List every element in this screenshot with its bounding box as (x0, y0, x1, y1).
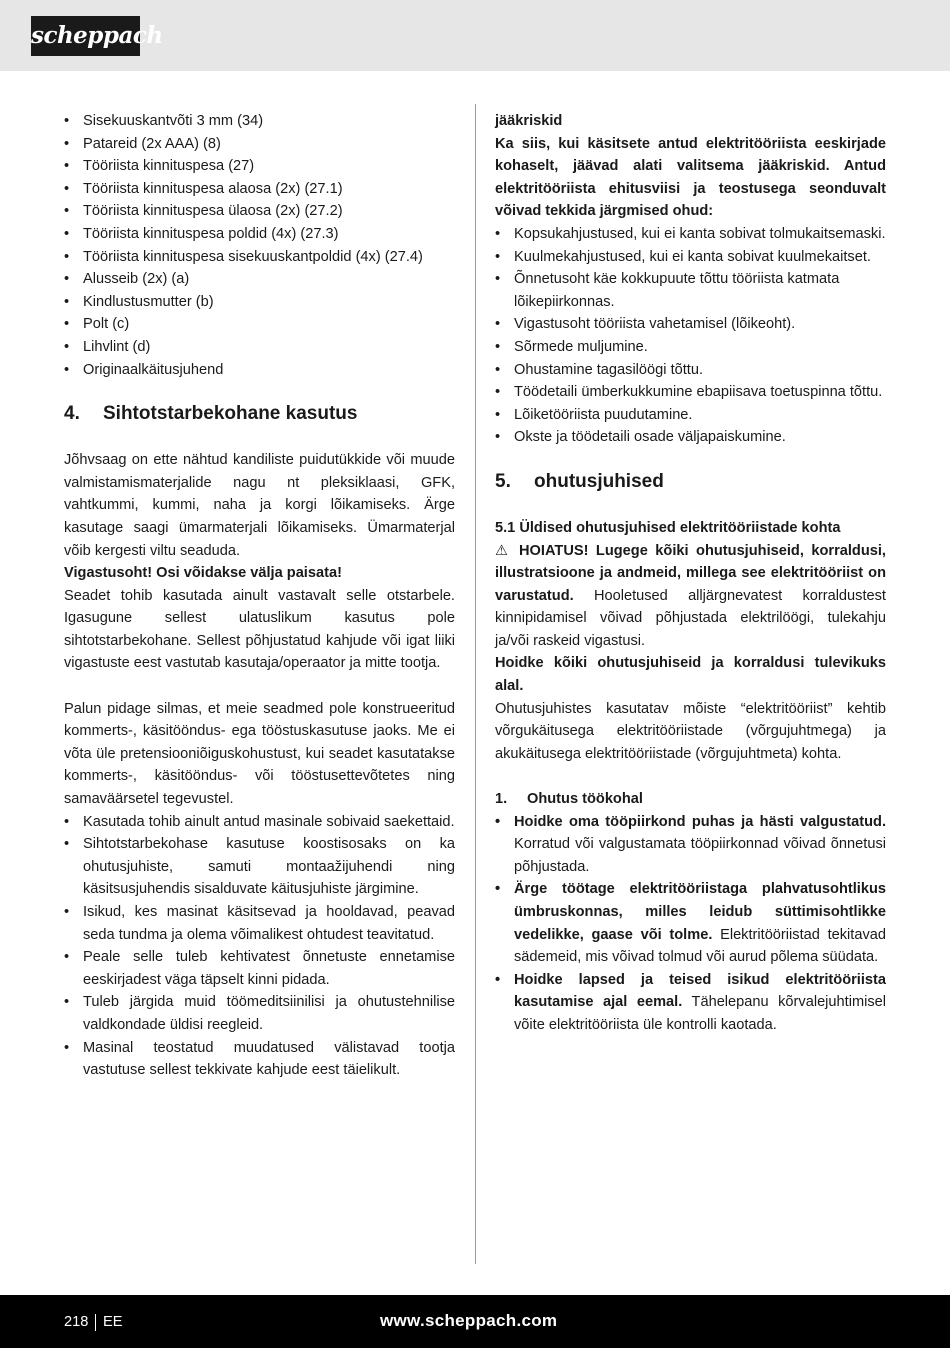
list-item: • Lihvlint (d) (64, 336, 455, 359)
list-item: • Alusseib (2x) (a) (64, 268, 455, 291)
list-item: • Tööriista kinnituspesa ülaosa (2x) (27.2) (64, 200, 455, 223)
page-header (0, 0, 950, 71)
list-item: • Tööriista kinnituspesa (27) (64, 155, 455, 178)
item-text: Elektritööriistad tekitavad sädemeid, mis võivad tolmud või aurud põlema süüdata. (514, 926, 886, 966)
list-item (495, 969, 886, 1037)
section-number: 4. (64, 403, 80, 425)
residual-risks-intro: Ka siis, kui käsitsete antud elektritööriista eeskirjade kohaselt, jäävad alati valitsema jääkriskid. Antud elektritööriista ehitusviisi ja teostusega seonduvalt võivad tekkida järgmised ohud: (495, 135, 886, 220)
section-4-heading (64, 401, 455, 427)
list-item: • Originaalkäitusjuhend (64, 359, 455, 382)
footer-separator (95, 1314, 96, 1331)
item-bold-text: Ärge töötage elektritööriistaga plahvatusohtlikus ümbruskonnas, milles leidub süttimisohtlikke vedelikke, gaase või tolme. (514, 881, 886, 943)
list-item: • Patareid (2x AAA) (8) (64, 133, 455, 156)
item-text: Korratud või valgustamata tööpiirkonnad võivad õnnetusi põhjustada. (514, 836, 886, 875)
warning-triangle-icon: ⚠ (495, 542, 512, 559)
list-item: • Sõrmede muljumine. (495, 336, 886, 359)
section-title: Sihtotstarbekohane kasutus (103, 403, 358, 425)
warning-text: Hooletused alljärgnevatest korraldustest kinnipidamisel võivad põhjustada elektrilöögi, tulekahju ja/või raskeid vigastusi. (495, 587, 886, 649)
list-item: • Tuleb järgida muid töömeditsiinilisi ja ohutustehnilise valdkondade üldisi reegleid. (64, 991, 455, 1036)
list-item: • Töödetaili ümberkukkumine ebapiisava toetuspinna tõttu. (495, 381, 886, 404)
keep-instructions-text: Hoidke kõiki ohutusjuhiseid ja korraldusi tulevikuks alal. (495, 655, 886, 695)
term-definition-paragraph: Ohutusjuhistes kasutatav mõiste “elektritööriist” kehtib võrgukäitusega elektritööriistade (võrgujuhtmega) ja akukäitusega elektritööriistade (võrgujuhtmeta) kohta. (495, 700, 886, 762)
list-item: • Kopsukahjustused, kui ei kanta sobivat tolmukaitsemaski. (495, 223, 886, 246)
language-code: EE (103, 1314, 123, 1330)
list-item: • Kindlustusmutter (b) (64, 291, 455, 314)
list-item: • Isikud, kes masinat käsitsevad ja hooldavad, peavad seda tundma ja olema võimalikest ohtudest teavitatud. (64, 901, 455, 946)
list-item: • Masinal teostatud muudatused välistavad tootja vastutuse sellest tekkivate kahjude eest täielikult. (64, 1037, 455, 1082)
warning-bold-text: HOIATUS! Lugege kõiki ohutusjuhiseid, korraldusi, illustratsioone ja andmeid, millega see elektritööriist on varustatud. (495, 542, 886, 604)
item-bold-text: Hoidke oma tööpiirkond puhas ja hästi valgustatud. (514, 813, 886, 830)
intended-use-list (64, 811, 455, 1082)
item-bold-text: Hoidke lapsed ja teised isikud elektritööriista kasutamise ajal eemal. (514, 971, 886, 1011)
section-title: ohutusjuhised (534, 470, 664, 492)
scheppach-logo: scheppach (31, 16, 140, 56)
subsection-1-heading (495, 788, 886, 811)
left-column (64, 110, 455, 1082)
list-item: • Sihtotstarbekohase kasutuse koostisosaks on ka ohutusjuhiste, samuti montaažijuhendi ning käsitsusjuhendis sisalduvate käitusjuhiste järgimine. (64, 833, 455, 901)
list-item: • Peale selle tuleb kehtivatest õnnetuste ennetamise eeskirjadest väga täpselt kinni pidada. (64, 946, 455, 991)
list-item: • Ohustamine tagasilöögi tõttu. (495, 359, 886, 382)
list-item: • Vigastusoht tööriista vahetamisel (lõikeoht). (495, 313, 886, 336)
list-item: • Okste ja töödetaili osade väljapaiskumine. (495, 426, 886, 449)
page-footer (0, 1295, 950, 1348)
usage-paragraph: Seadet tohib kasutada ainult vastavalt selle otstarbele. Igasugune sellest ulatuslikum kasutus pole sihtotstarbekohane. Sellest põhjustatud kahjude või igat liiki vigastuste eest vastutab kasutaja/operaator ja mitte tootja. (64, 587, 455, 672)
residual-risks-heading: jääkriskid (495, 113, 563, 129)
workplace-safety-list (495, 811, 886, 1037)
list-item: • Tööriista kinnituspesa alaosa (2x) (27.1) (64, 178, 455, 201)
list-item: • Kasutada tohib ainult antud masinale sobivaid saekettaid. (64, 811, 455, 834)
subsection-title: Ohutus töökohal (527, 791, 643, 808)
list-item (495, 811, 886, 879)
section-number: 5. (495, 470, 511, 492)
right-column (495, 110, 886, 1037)
list-item: • Tööriista kinnituspesa poldid (4x) (27.3) (64, 223, 455, 246)
subsection-number: 1. (495, 791, 508, 808)
commercial-use-paragraph: Palun pidage silmas, et meie seadmed pole konstrueeritud kommerts-, käsitööndus- ega tööstuskasutuse jaoks. Me ei võta üle pretensiooniõiguskohustust, kui seadet kasutatakse kommerts-, käsitööndus- või tööstusettevõtetes ning samaväärsetel tegevustel. (64, 700, 455, 808)
item-text: Tähelepanu kõrvalejuhtimisel võite elektritööriista üle kontrolli kaotada. (514, 994, 887, 1033)
column-divider (475, 104, 476, 1264)
list-item: • Polt (c) (64, 313, 455, 336)
residual-risks-list (495, 223, 886, 449)
list-item: • Sisekuuskantvõti 3 mm (34) (64, 110, 455, 133)
list-item: • Lõiketööriista puudutamine. (495, 404, 886, 427)
section-5-heading (495, 469, 886, 495)
list-item: • Õnnetusoht käe kokkupuute tõttu tööriista katmata lõikepiirkonnas. (495, 268, 886, 313)
list-item: • Tööriista kinnituspesa sisekuuskantpoldid (4x) (27.4) (64, 246, 455, 269)
injury-warning: Vigastusoht! Osi võidakse välja paisata! (64, 565, 342, 582)
list-item (495, 878, 886, 968)
scope-of-delivery-list (64, 110, 455, 381)
intended-use-paragraph: Jõhvsaag on ette nähtud kandiliste puidutükkide või muude valmistamismaterjalide nagu nt pleksiklaasi, GFK, vahtkummi, kummi, naha ja korgi lõikamiseks. Ärge kasutage saagi ümarmaterjali lõikamiseks. Ümarmaterjal võib kergesti viltu seaduda. (64, 452, 455, 559)
page-number: 218 (64, 1314, 89, 1330)
warning-paragraph (495, 540, 886, 653)
list-item: • Kuulmekahjustused, kui ei kanta sobivat kuulmekaitset. (495, 246, 886, 269)
website-url: www.scheppach.com (380, 1311, 558, 1330)
subsection-5-1-heading: 5.1 Üldised ohutusjuhised elektritööriistade kohta (495, 519, 841, 536)
